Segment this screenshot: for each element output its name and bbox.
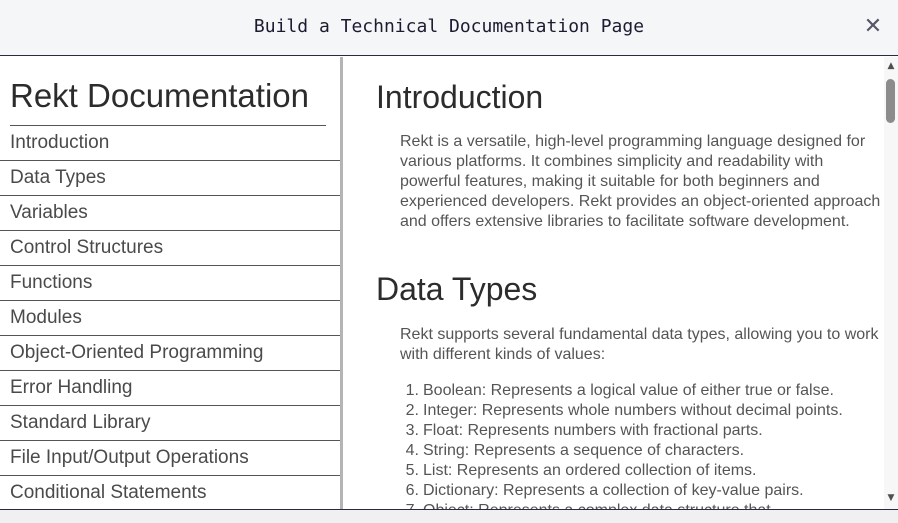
window-titlebar — [0, 0, 898, 56]
section-data-types — [343, 269, 884, 521]
nav-header: Rekt Documentation — [10, 77, 326, 126]
nav-link-introduction[interactable]: Introduction — [0, 126, 340, 161]
nav-link-standard-library[interactable]: Standard Library — [0, 406, 340, 441]
list-item: 3. Float: Represents numbers with fractional parts. — [405, 422, 763, 439]
scroll-thumb[interactable] — [886, 79, 895, 123]
list-item: 6. Dictionary: Represents a collection of key-value pairs. — [405, 482, 804, 499]
nav-link-object-oriented-programming[interactable]: Object-Oriented Programming — [0, 336, 340, 371]
navbar — [0, 57, 340, 509]
vertical-scrollbar[interactable] — [884, 57, 898, 509]
nav-link-variables[interactable]: Variables — [0, 196, 340, 231]
section-title-data-types: Data Types — [376, 271, 538, 307]
section-title-introduction: Introduction — [376, 79, 544, 115]
preview-frame — [0, 57, 898, 523]
scroll-up-arrow-icon[interactable]: ▲ — [887, 61, 895, 71]
nav-link-data-types[interactable]: Data Types — [0, 161, 340, 196]
nav-list — [0, 126, 340, 511]
data-types-text: Rekt supports several fundamental data types, allowing you to work with different kinds of values: — [400, 326, 879, 363]
introduction-text: Rekt is a versatile, high-level programming language designed for various platforms. It combines simplicity and readability with powerful features, making it suitable for both beginners and experienced developers. Rekt provides an object-oriented approach and offers extensive libraries to facilitate software development. — [400, 133, 881, 230]
nav-link-functions[interactable]: Functions — [0, 266, 340, 301]
data-types-list — [343, 381, 884, 521]
section-introduction — [343, 77, 884, 232]
scroll-down-arrow-icon[interactable]: ▼ — [887, 493, 895, 503]
nav-link-error-handling[interactable]: Error Handling — [0, 371, 340, 406]
window-title: Build a Technical Documentation Page — [253, 16, 645, 37]
list-item: 2. Integer: Represents whole numbers without decimal points. — [405, 402, 843, 419]
nav-link-file-io-operations[interactable]: File Input/Output Operations — [0, 441, 340, 476]
nav-link-control-structures[interactable]: Control Structures — [0, 231, 340, 266]
nav-link-conditional-statements[interactable]: Conditional Statements — [0, 476, 340, 511]
nav-link-modules[interactable]: Modules — [0, 301, 340, 336]
main-doc — [343, 57, 884, 509]
list-item: 1. Boolean: Represents a logical value of either true or false. — [405, 382, 834, 399]
bottom-strip — [0, 509, 898, 523]
list-item: 5. List: Represents an ordered collection of items. — [405, 462, 757, 479]
close-icon[interactable]: ✕ — [863, 14, 883, 39]
list-item: 4. String: Represents a sequence of characters. — [405, 442, 745, 459]
